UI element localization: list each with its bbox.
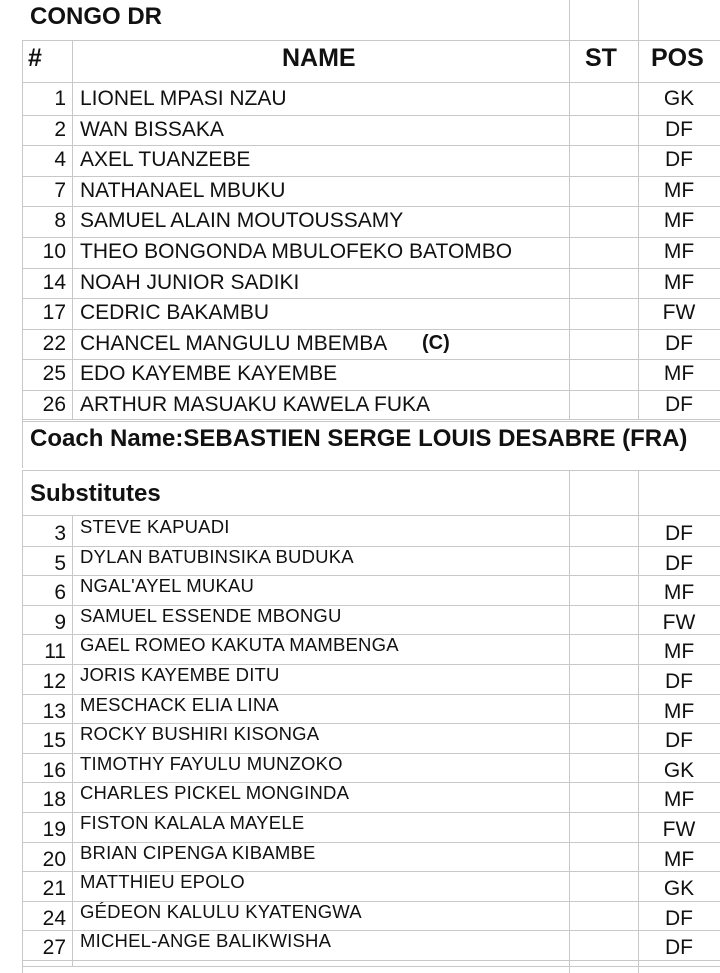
player-name: STEVE KAPUADI [80,516,230,537]
player-position: FW [662,818,696,841]
player-number: 11 [44,640,66,664]
player-position: DF [665,117,693,141]
table-row [22,84,720,114]
player-number: 13 [42,699,66,723]
header-number: # [28,44,42,72]
player-number: 27 [42,936,66,960]
player-number: 5 [54,551,66,575]
player-position: MF [663,847,695,871]
table-row [22,145,720,175]
grid-line [22,470,720,471]
player-number: 21 [42,877,66,901]
player-name: THEO BONGONDA MBULOFEKO BATOMBO [80,240,513,263]
player-number: 25 [42,362,66,386]
player-name: AXEL TUANZEBE [80,148,251,172]
table-row [22,575,720,605]
player-name: GÉDEON KALULU KYATENGWA [80,900,362,922]
player-number: 8 [54,209,66,233]
player-name: SAMUEL ALAIN MOUTOUSSAMY [80,209,404,233]
table-row [22,605,720,635]
player-position: MF [663,209,695,233]
player-number: 24 [42,906,66,930]
player-name: MICHEL-ANGE BALIKWISHA [80,930,332,952]
table-row [22,782,720,812]
player-name: JORIS KAYEMBE DITU [80,664,280,685]
player-number: 22 [42,331,66,355]
table-row [22,206,720,236]
player-name: NOAH JUNIOR SADIKI [80,270,300,294]
player-name: CHARLES PICKEL MONGINDA [80,782,350,804]
table-row [22,723,720,753]
player-position: DF [665,551,693,575]
player-name: MATTHIEU EPOLO [80,871,245,893]
table-row [22,871,720,901]
player-position: FW [662,301,696,325]
player-number: 6 [54,581,66,605]
table-row [22,930,720,960]
player-number: 18 [42,788,66,812]
substitutes-title: Substitutes [30,480,161,507]
player-name: DYLAN BATUBINSIKA BUDUKA [80,545,354,567]
header-name: NAME [282,44,356,72]
player-name: FISTON KALALA MAYELE [80,812,305,833]
table-row [22,176,720,206]
player-position: DF [665,906,693,930]
player-number: 10 [42,240,66,263]
player-number: 9 [54,610,66,634]
player-name: CEDRIC BAKAMBU [80,301,270,325]
player-position: DF [665,331,693,355]
player-number: 20 [42,847,66,871]
player-number: 12 [42,670,66,693]
player-position: DF [665,670,693,693]
player-name: GAEL ROMEO KAKUTA MAMBENGA [80,634,399,656]
player-position: MF [663,640,695,664]
player-number: 3 [54,522,66,545]
table-row [22,634,720,664]
player-position: DF [665,522,693,545]
player-position: DF [665,393,693,416]
player-name: WAN BISSAKA [80,117,224,141]
team-title: CONGO DR [30,3,162,30]
player-name: BRIAN CIPENGA KIBAMBE [80,841,316,863]
player-number: 26 [42,393,66,416]
grid-line [22,82,720,83]
captain-badge: (C) [422,331,450,354]
header-pos: POS [651,44,704,72]
player-number: 17 [42,301,66,325]
table-row [22,298,720,328]
table-row [22,753,720,783]
player-name: ROCKY BUSHIRI KISONGA [80,723,320,745]
player-name: NATHANAEL MBUKU [80,178,286,202]
player-position: MF [663,362,695,386]
grid-line [22,960,720,961]
player-number: 15 [42,729,66,753]
table-row [22,268,720,298]
player-number: 2 [54,117,66,141]
table-row [22,694,720,724]
coach-name: Coach Name:SEBASTIEN SERGE LOUIS DESABRE (FRA) [30,425,688,452]
player-name: ARTHUR MASUAKU KAWELA FUKA [80,393,431,416]
player-position: MF [663,240,695,263]
player-position: DF [665,148,693,172]
player-name: SAMUEL ESSENDE MBONGU [80,604,342,626]
table-row [22,812,720,842]
player-position: MF [663,581,695,605]
player-position: FW [662,610,696,634]
player-name: CHANCEL MANGULU MBEMBA [80,331,388,355]
player-number: 1 [54,87,66,110]
player-position: DF [665,936,693,960]
player-number: 7 [54,178,66,202]
table-row [22,516,720,546]
player-number: 19 [42,818,66,841]
player-position: GK [663,87,695,110]
player-number: 14 [42,270,66,294]
player-position: GK [663,877,695,901]
player-position: MF [663,270,695,294]
player-position: MF [663,788,695,812]
player-name: EDO KAYEMBE KAYEMBE [80,362,338,386]
player-number: 4 [54,148,66,172]
table-row [22,901,720,931]
table-row [22,115,720,145]
table-row [22,237,720,267]
player-position: GK [663,758,695,782]
player-name: TIMOTHY FAYULU MUNZOKO [80,752,343,774]
grid-line [22,40,720,41]
player-name: LIONEL MPASI NZAU [80,87,287,110]
player-position: DF [665,729,693,753]
grid-line [22,421,720,422]
table-row [22,546,720,576]
player-number: 16 [42,758,66,782]
table-row [22,359,720,389]
header-st: ST [585,44,617,72]
table-row [22,390,720,420]
table-row [22,329,720,359]
table-row [22,664,720,694]
player-name: NGAL'AYEL MUKAU [80,575,255,597]
grid-line [22,966,720,967]
player-position: MF [663,699,695,723]
player-name: MESCHACK ELIA LINA [80,693,279,715]
player-position: MF [663,178,695,202]
table-row [22,842,720,872]
